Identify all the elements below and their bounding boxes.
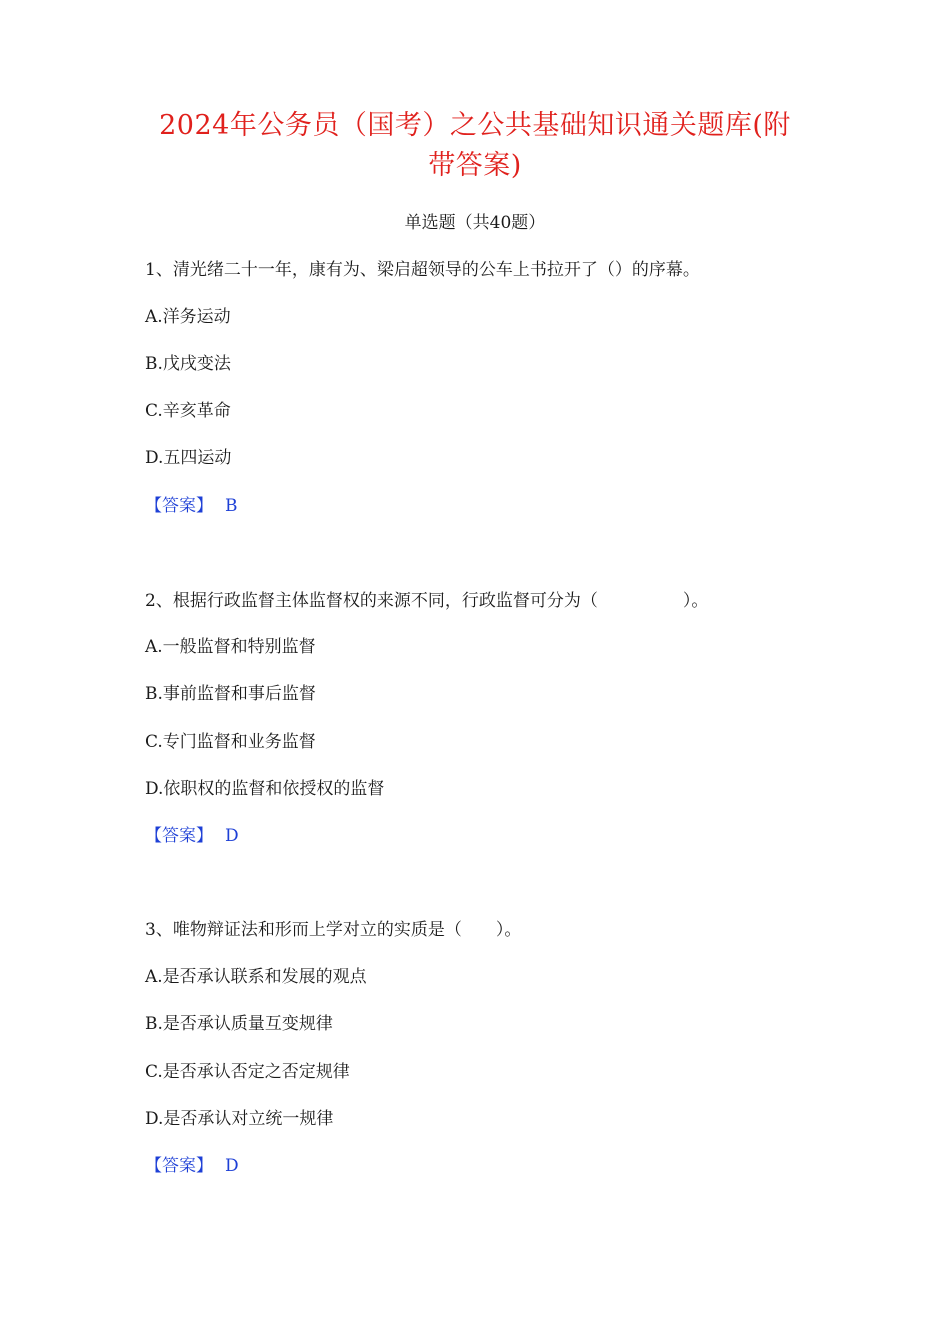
question-1-answer [145, 494, 238, 518]
question-2-option-c: C.专门监督和业务监督 [145, 732, 316, 752]
question-2-answer [145, 824, 239, 848]
question-2-option-b: B.事前监督和事后监督 [145, 684, 316, 704]
answer-label: 【答案】 [145, 826, 213, 846]
question-3-stem: 3、唯物辩证法和形而上学对立的实质是（ ）。 [145, 920, 522, 940]
answer-value: B [225, 496, 238, 516]
question-1-option-c: C.辛亥革命 [145, 401, 231, 421]
answer-value: D [225, 1156, 239, 1176]
question-1-option-d: D.五四运动 [145, 448, 232, 468]
answer-value: D [225, 826, 239, 846]
document-title [120, 106, 830, 186]
answer-label: 【答案】 [145, 496, 213, 516]
question-1-option-b: B.戊戌变法 [145, 354, 231, 374]
question-3-option-d: D.是否承认对立统一规律 [145, 1109, 334, 1129]
question-2-stem: 2、根据行政监督主体监督权的来源不同，行政监督可分为（ ）。 [145, 591, 709, 611]
question-1-option-a: A.洋务运动 [145, 307, 231, 327]
question-1-stem: 1、清光绪二十一年，康有为、梁启超领导的公车上书拉开了（）的序幕。 [145, 260, 700, 280]
document-title-line-1: 2024年公务员（国考）之公共基础知识通关题库(附 [159, 110, 791, 141]
question-3-option-c: C.是否承认否定之否定规律 [145, 1062, 350, 1082]
question-3-option-a: A.是否承认联系和发展的观点 [145, 967, 367, 987]
question-2-option-a: A.一般监督和特别监督 [145, 637, 316, 657]
question-2-option-d: D.依职权的监督和依授权的监督 [145, 779, 385, 799]
question-3-option-b: B.是否承认质量互变规律 [145, 1014, 333, 1034]
question-3-answer [145, 1154, 239, 1178]
answer-label: 【答案】 [145, 1156, 213, 1176]
document-title-line-2: 带答案) [428, 150, 522, 181]
section-heading: 单选题（共40题） [404, 213, 546, 233]
